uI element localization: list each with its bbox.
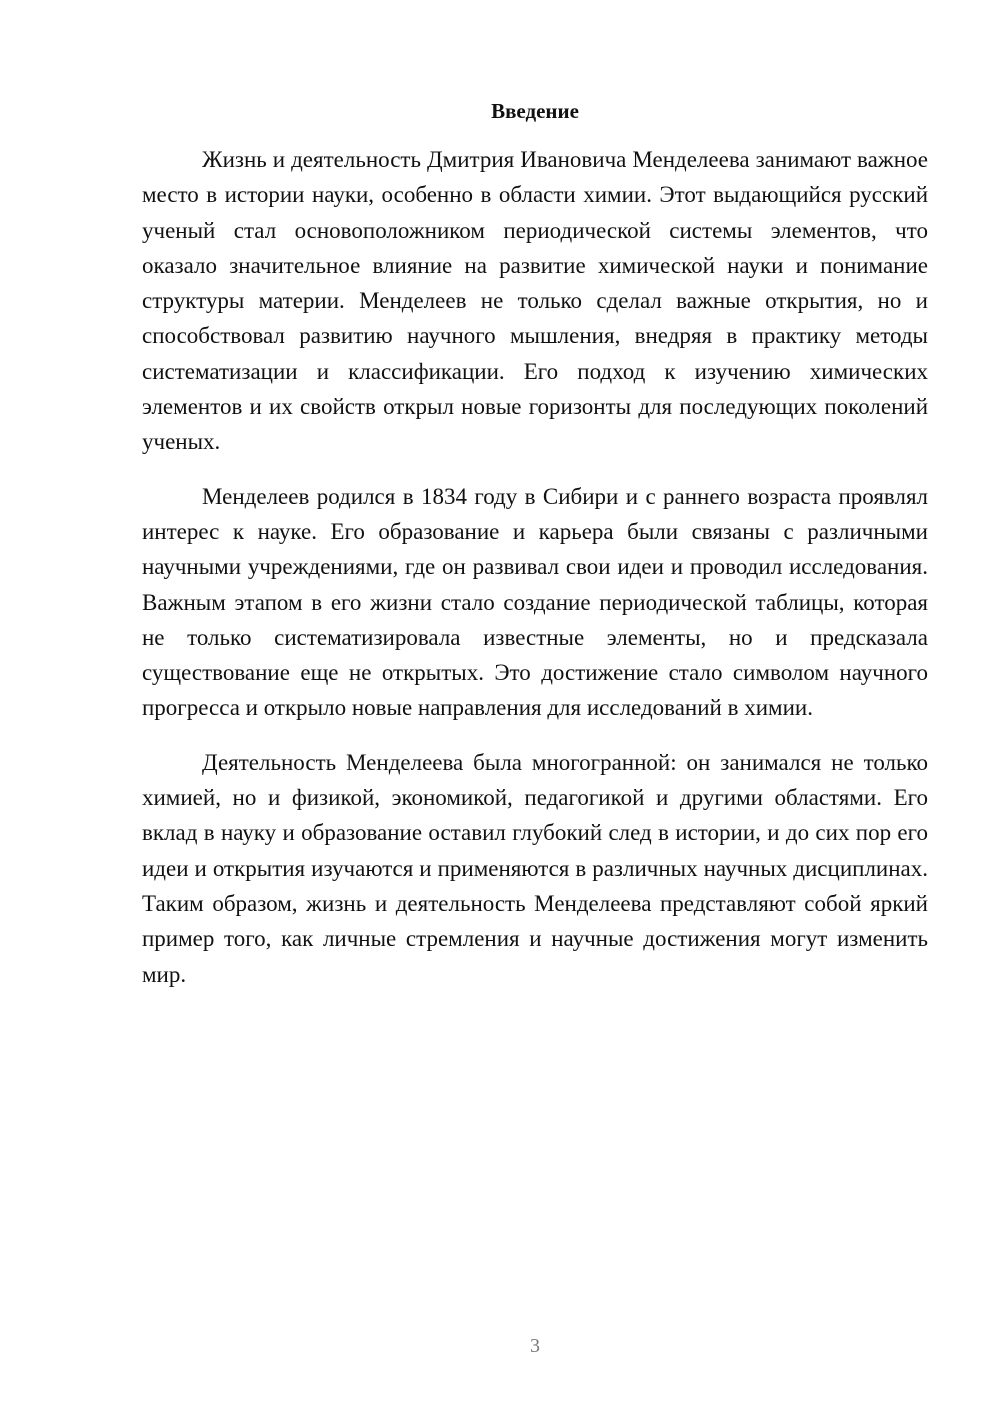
section-heading: Введение [491, 99, 579, 123]
paragraph-1: Жизнь и деятельность Дмитрия Ивановича Менделеева занимают важное место в истории науки, особенно в области химии. Этот выдающийся русский ученый стал основоположником периодической системы элементов, что оказало значительное влияние на развитие химической науки и понимание структуры материи. Менделеев не только сделал важные открытия, но и способствовал развитию научного мышления, внедряя в практику методы систематизации и классификации. Его подход к изучению химических элементов и их свойств открыл новые горизонты для последующих поколений ученых. [142, 147, 928, 455]
paragraph-2: Менделеев родился в 1834 году в Сибири и с раннего возраста проявлял интерес к науке. Его образование и карьера были связаны с различными научными учреждениями, где он развивал свои идеи и проводил исследования. Важным этапом в его жизни стало создание периодической таблицы, которая не только систематизировала известные элементы, но и предсказала существование еще не открытых. Это достижение стало символом научного прогресса и открыло новые направления для исследований в химии. [142, 483, 928, 721]
page-number: 3 [530, 1335, 540, 1357]
body-text [142, 142, 928, 992]
paragraph-3: Деятельность Менделеева была многогранной: он занимался не только химией, но и физикой, экономикой, педагогикой и другими областями. Его вклад в науку и образование оставил глубокий след в истории, и до сих пор его идеи и открытия изучаются и применяются в различных научных дисциплинах. Таким образом, жизнь и деятельность Менделеева представляют собой яркий пример того, как личные стремления и научные достижения могут изменить мир. [142, 749, 928, 987]
